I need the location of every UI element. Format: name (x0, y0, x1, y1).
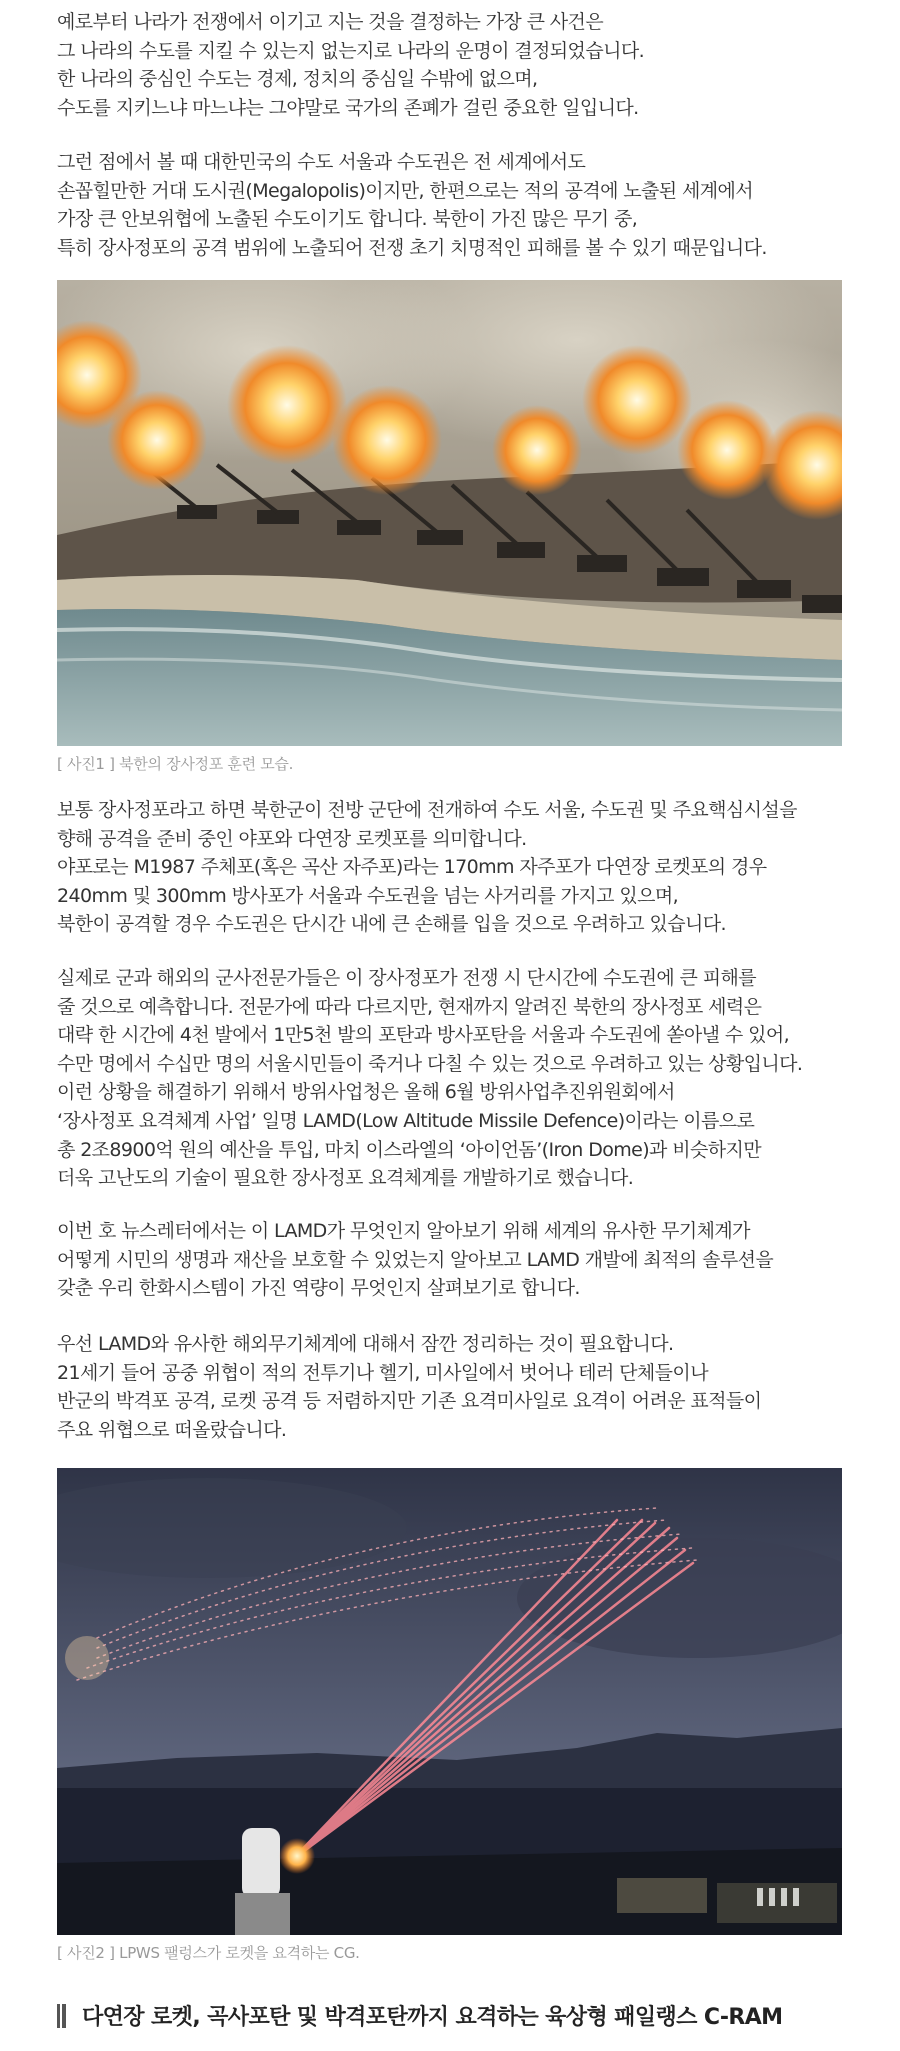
text-line: 보통 장사정포라고 하면 북한군이 전방 군단에 전개하여 수도 서울, 수도권 및 주요핵심시설을 (57, 799, 797, 821)
paragraph-long-range-artillery (57, 796, 857, 939)
text-line: 21세기 들어 공중 위협이 적의 전투기나 헬기, 미사일에서 벗어나 테러 단체들이나 (57, 1361, 708, 1384)
paragraph-foreign-systems (57, 1330, 857, 1444)
text-line: 갖춘 우리 한화시스템이 가진 역량이 무엇인지 살펴보기로 합니다. (57, 1277, 580, 1300)
text-line: 북한이 공격할 경우 수도권은 단시간 내에 큰 손해를 입을 것으로 우려하고 있습니다. (57, 913, 726, 936)
text-line: 240mm 및 300mm 방사포가 서울과 수도권을 넘는 사거리를 가지고 있으며, (57, 884, 679, 907)
section-subheading (57, 2000, 782, 2031)
text-line: 야포로는 M1987 주체포(혹은 곡산 자주포)라는 170mm 자주포가 다연장 로켓포의 경우 (57, 856, 767, 879)
text-line: 손꼽힐만한 거대 도시권(Megalopolis)이지만, 한편으로는 적의 공격에 노출된 세계에서 (57, 179, 753, 202)
text-line: 실제로 군과 해외의 군사전문가들은 이 장사정포가 전쟁 시 단시간에 수도권에 큰 피해를 (57, 967, 756, 989)
text-line: 이번 호 뉴스레터에서는 이 LAMD가 무엇인지 알아보기 위해 세계의 유사한 무기체계가 (57, 1220, 750, 1242)
text-line: 대략 한 시간에 4천 발에서 1만5천 발의 포탄과 방사포탄을 서울과 수도권에 쏟아낼 수 있어, (57, 1024, 790, 1047)
subheading-bar (57, 2004, 62, 2028)
paragraph-intro (57, 8, 857, 122)
photo-artillery-drill (57, 280, 842, 746)
text-line: 그런 점에서 볼 때 대한민국의 수도 서울과 수도권은 전 세계에서도 (57, 151, 586, 173)
artillery-image (57, 280, 842, 746)
paragraph-capital-threat (57, 148, 857, 262)
text-line: 수만 명에서 수십만 명의 서울시민들이 죽거나 다칠 수 있는 것으로 우려하고 있는 상황입니다. (57, 1052, 803, 1075)
photo-caption: [ 사진1 ] 북한의 장사정포 훈련 모습. (57, 755, 294, 773)
text-line: 더욱 고난도의 기술이 필요한 장사정포 요격체계를 개발하기로 했습니다. (57, 1167, 634, 1190)
text-line: 총 2조8900억 원의 예산을 투입, 마치 이스라엘의 ‘아이언돔’(Iron Dome)과 비슷하지만 (57, 1138, 762, 1161)
text-line: 줄 것으로 예측합니다. 전문가에 따라 다르지만, 현재까지 알려진 북한의 장사정포 세력은 (57, 995, 762, 1018)
text-line: 이런 상황을 해결하기 위해서 방위사업청은 올해 6월 방위사업추진위원회에서 (57, 1081, 675, 1104)
text-line: 수도를 지키느냐 마느냐는 그야말로 국가의 존폐가 걸린 중요한 일입니다. (57, 96, 639, 119)
photo-caption: [ 사진2 ] LPWS 팰렁스가 로켓을 요격하는 CG. (57, 1944, 360, 1962)
text-line: 가장 큰 안보위협에 노출된 수도이기도 합니다. 북한이 가진 많은 무기 중, (57, 208, 638, 231)
text-line: 예로부터 나라가 전쟁에서 이기고 지는 것을 결정하는 가장 큰 사건은 (57, 11, 604, 33)
photo-lpws-intercept (57, 1468, 842, 1935)
text-line: ‘장사정포 요격체계 사업’ 일명 LAMD(Low Altitude Missile Defence)이라는 이름으로 (57, 1109, 755, 1132)
text-line: 특히 장사정포의 공격 범위에 노출되어 전쟁 초기 치명적인 피해를 볼 수 있기 때문입니다. (57, 236, 767, 259)
text-line: 반군의 박격포 공격, 로켓 공격 등 저렴하지만 기존 요격미사일로 요격이 어려운 표적들이 (57, 1390, 762, 1413)
subheading-text: 다연장 로켓, 곡사포탄 및 박격포탄까지 요격하는 육상형 패일랭스 C-RAM (82, 2005, 783, 2030)
paragraph-lamd-program (57, 964, 857, 1193)
text-line: 주요 위협으로 떠올랐습니다. (57, 1418, 287, 1441)
text-line: 향해 공격을 준비 중인 야포와 다연장 로켓포를 의미합니다. (57, 827, 527, 850)
text-line: 우선 LAMD와 유사한 해외무기체계에 대해서 잠깐 정리하는 것이 필요합니다. (57, 1333, 674, 1355)
lpws-intercept-image (57, 1468, 842, 1935)
text-line: 그 나라의 수도를 지킬 수 있는지 없는지로 나라의 운명이 결정되었습니다. (57, 39, 645, 62)
text-line: 어떻게 시민의 생명과 재산을 보호할 수 있었는지 알아보고 LAMD 개발에 최적의 솔루션을 (57, 1248, 774, 1271)
text-line: 한 나라의 중심인 수도는 경제, 정치의 중심일 수밖에 없으며, (57, 68, 538, 91)
paragraph-newsletter-purpose (57, 1217, 857, 1303)
